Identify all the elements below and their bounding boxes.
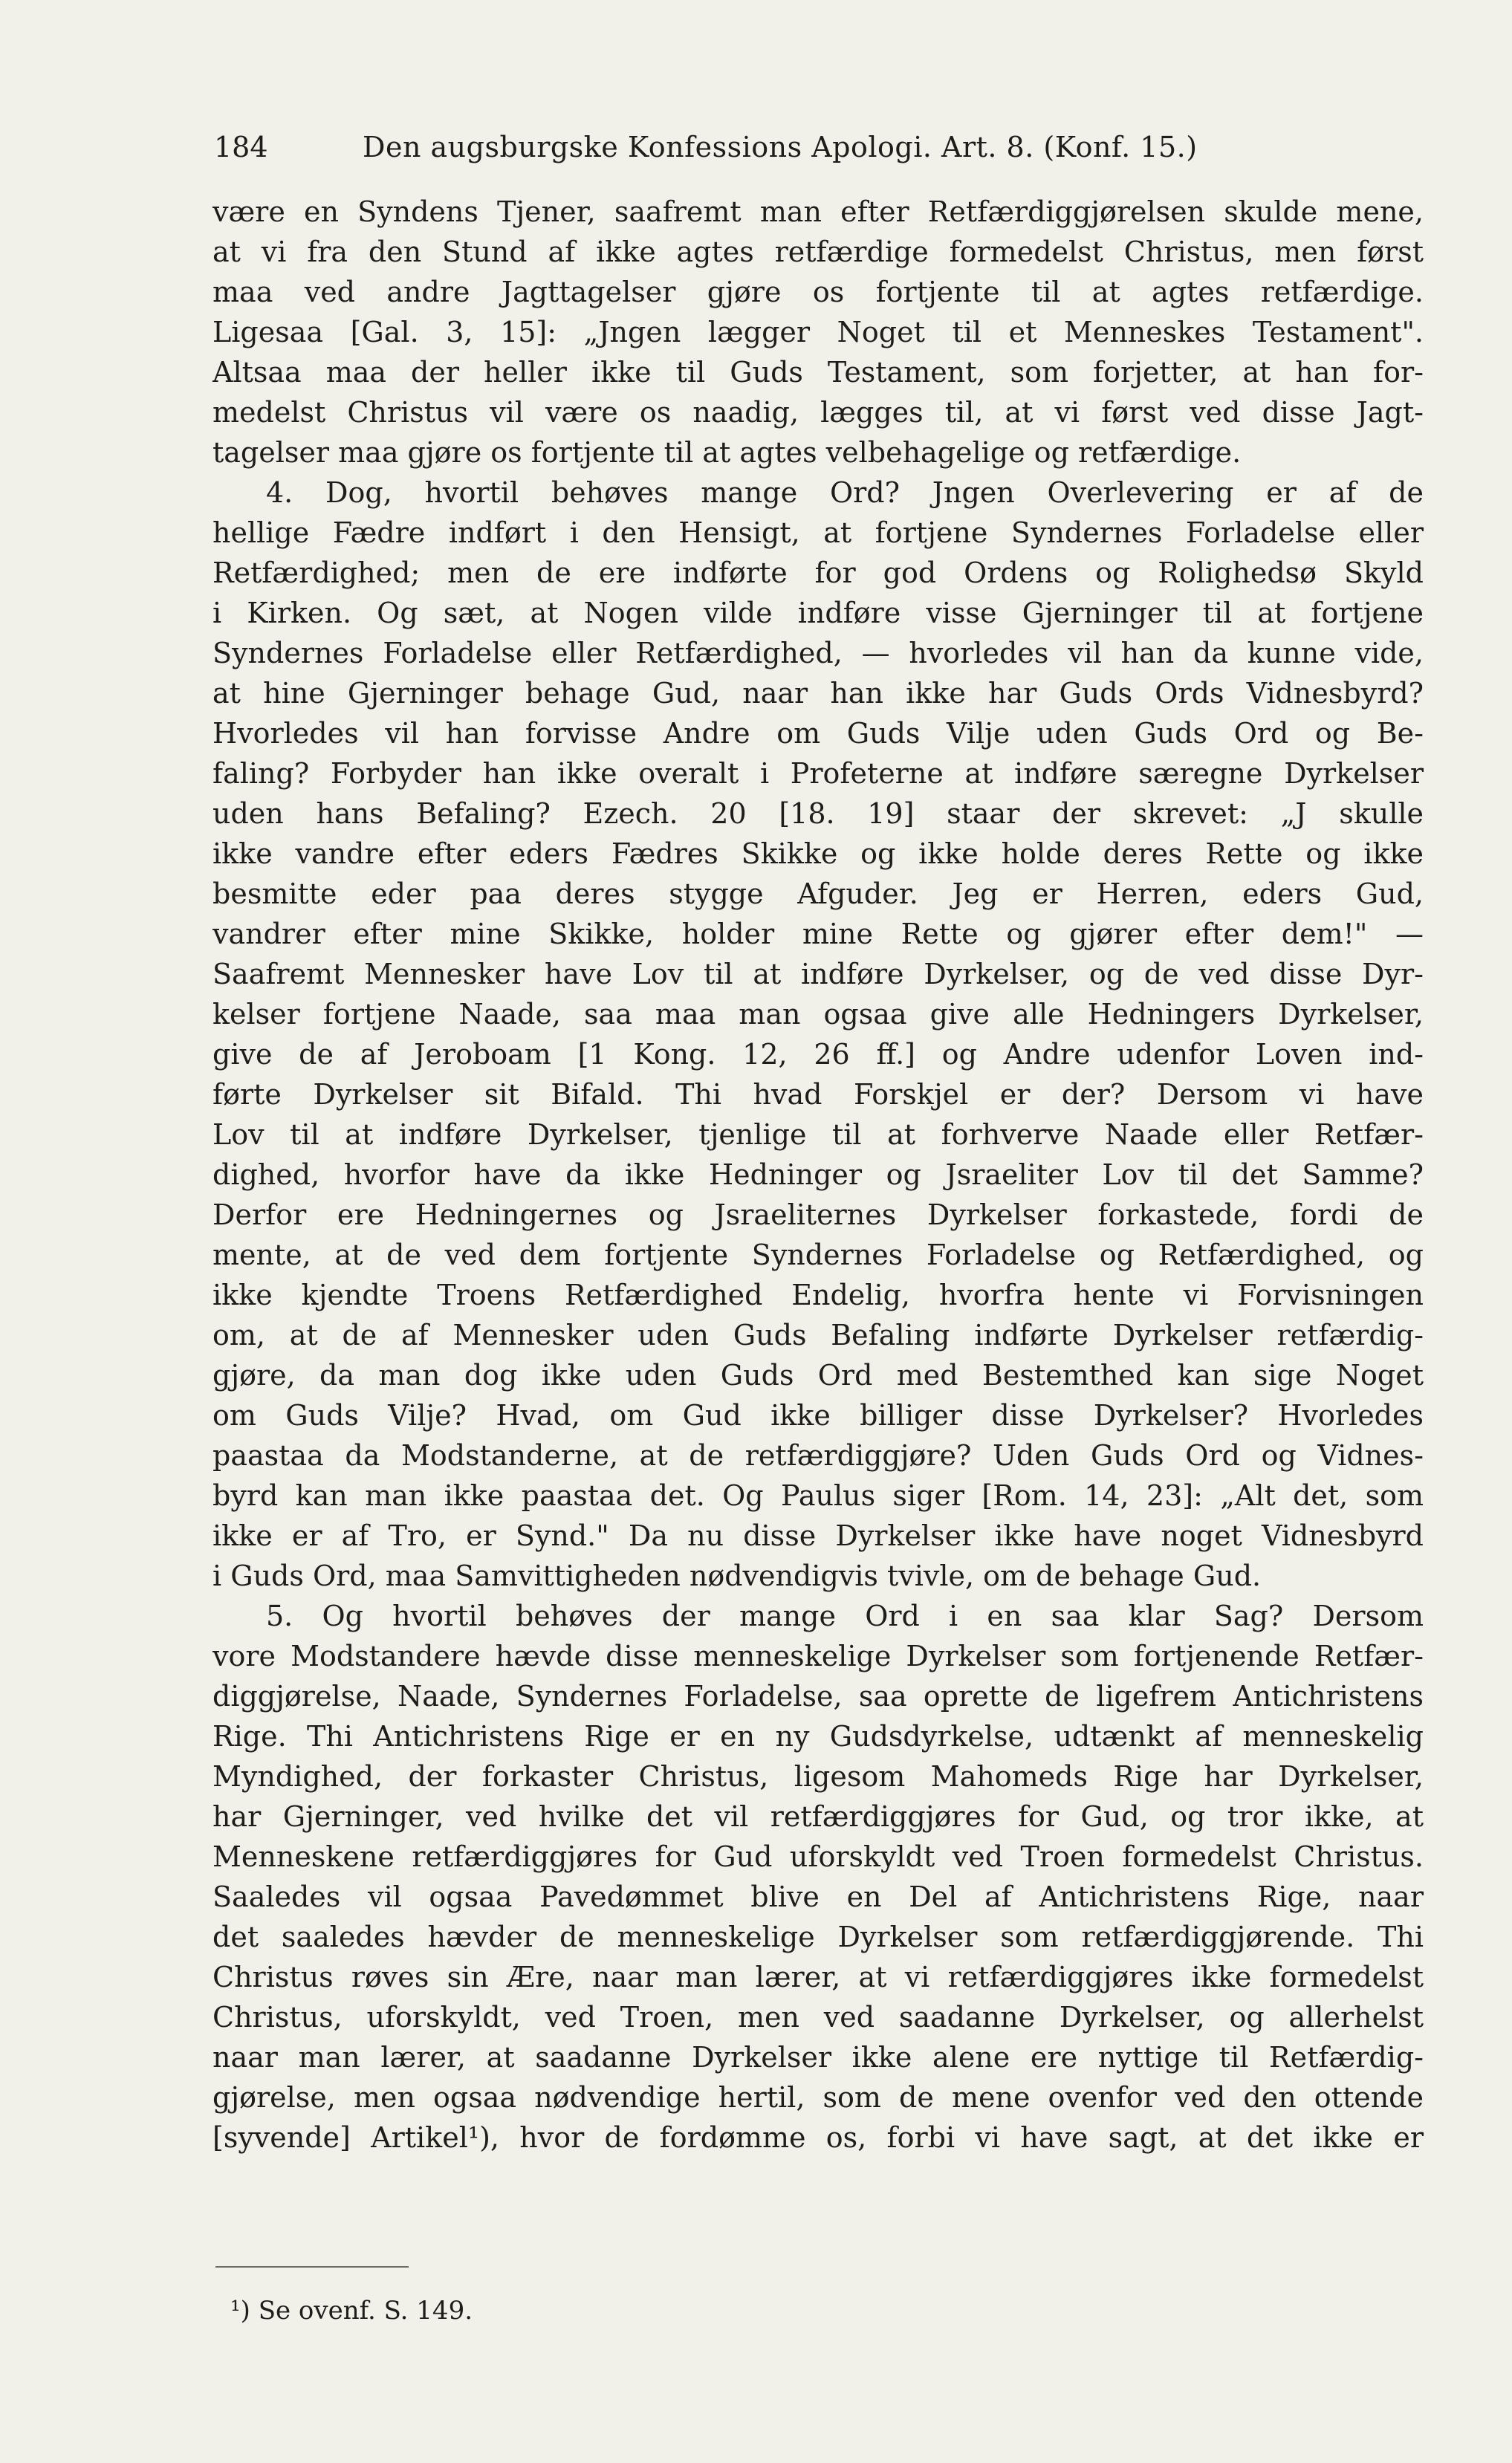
footnote: ¹) Se ovenf. S. 149. bbox=[230, 2296, 473, 2326]
text-line: ikke kjendte Troens Retfærdighed Endelig, hvorfra hente vi Forvisningen bbox=[212, 1279, 1424, 1311]
text-line: om, at de af Mennesker uden Guds Befaling indførte Dyrkelser retfærdig- bbox=[212, 1319, 1424, 1351]
text-line: at hine Gjerninger behage Gud, naar han ikke har Guds Ords Vidnesbyrd? bbox=[212, 677, 1424, 710]
text-line: Ligesaa [Gal. 3, 15]: „Jngen lægger Noget til et Menneskes Testament". bbox=[212, 316, 1424, 348]
text-line: har Gjerninger, ved hvilke det vil retfærdiggjøres for Gud, og tror ikke, at bbox=[212, 1800, 1424, 1833]
text-line: Rige. Thi Antichristens Rige er en ny Gudsdyrkelse, udtænkt af menneskelig bbox=[212, 1720, 1424, 1753]
text-line: Derfor ere Hedningernes og Jsraeliternes Dyrkelser forkastede, fordi de bbox=[212, 1198, 1424, 1231]
text-line: være en Syndens Tjener, saafremt man efter Retfærdiggjørelsen skulde mene, bbox=[212, 195, 1424, 228]
text-line: hellige Fædre indført i den Hensigt, at fortjene Syndernes Forladelse eller bbox=[212, 516, 1424, 549]
text-line: medelst Christus vil være os naadig, lægges til, at vi først ved disse Jagt- bbox=[212, 396, 1424, 429]
text-line: Hvorledes vil han forvisse Andre om Guds Vilje uden Guds Ord og Be- bbox=[212, 717, 1424, 750]
text-line: maa ved andre Jagttagelser gjøre os fortjente til at agtes retfærdige. bbox=[212, 276, 1424, 308]
text-line: kelser fortjene Naade, saa maa man ogsaa give alle Hedningers Dyrkelser, bbox=[212, 998, 1424, 1031]
text-line: Christus røves sin Ære, naar man lærer, at vi retfærdiggjøres ikke formedelst bbox=[212, 1961, 1424, 1993]
text-line: i Kirken. Og sæt, at Nogen vilde indføre visse Gjerninger til at fortjene bbox=[212, 597, 1424, 629]
text-line: give de af Jeroboam [1 Kong. 12, 26 ff.] og Andre udenfor Loven ind- bbox=[212, 1038, 1424, 1071]
paragraph-start-line: 4. Dog, hvortil behøves mange Ord? Jngen Overlevering er af de bbox=[266, 476, 1424, 509]
text-line: gjøre, da man dog ikke uden Guds Ord med Bestemthed kan sige Noget bbox=[212, 1359, 1424, 1392]
text-line: ikke er af Tro, er Synd." Da nu disse Dyrkelser ikke have noget Vidnesbyrd bbox=[212, 1519, 1424, 1552]
text-line: Menneskene retfærdiggjøres for Gud uforskyldt ved Troen formedelst Christus. bbox=[212, 1840, 1424, 1873]
text-line: førte Dyrkelser sit Bifald. Thi hvad Forskjel er der? Dersom vi have bbox=[212, 1078, 1424, 1111]
paragraph-start-line: 5. Og hvortil behøves der mange Ord i en saa klar Sag? Dersom bbox=[266, 1600, 1424, 1632]
text-line: Syndernes Forladelse eller Retfærdighed, — hvorledes vil han da kunne vide, bbox=[212, 637, 1424, 669]
text-line: besmitte eder paa deres styggе Afguder. Jeg er Herren, eders Gud, bbox=[212, 877, 1424, 910]
text-line: vandrer efter mine Skikke, holder mine Rette og gjører efter dem!" — bbox=[212, 918, 1424, 950]
text-line: gjørelse, men ogsaa nødvendige hertil, som de mene ovenfor ved den ottende bbox=[212, 2081, 1424, 2114]
text-line: diggjørelse, Naade, Syndernes Forladelse, saa oprette de ligefrem Antichristens bbox=[212, 1680, 1424, 1713]
text-line: at vi fra den Stund af ikke agtes retfærdige formedelst Christus, men først bbox=[212, 236, 1424, 268]
body-text bbox=[212, 192, 1424, 2158]
text-line: ikke vandre efter eders Fædres Skikke og ikke holde deres Rette og ikke bbox=[212, 837, 1424, 870]
text-line: [syvende] Artikel¹), hvor de fordømme os, forbi vi have sagt, at det ikke er bbox=[212, 2121, 1424, 2154]
text-line: tagelser maa gjøre os fortjente til at agtes velbehagelige og retfærdige. bbox=[212, 436, 1242, 469]
text-line: Altsaa maa der heller ikke til Guds Testament, som forjetter, at han for- bbox=[212, 356, 1424, 389]
running-head bbox=[214, 125, 1299, 169]
text-line: uden hans Befaling? Ezech. 20 [18. 19] staar der skrevet: „J skulle bbox=[212, 797, 1424, 830]
text-line: naar man lærer, at saadanne Dyrkelser ikke alene ere nyttige til Retfærdig- bbox=[212, 2041, 1424, 2074]
footnote-rule bbox=[215, 2266, 409, 2268]
text-line: paastaa da Modstanderne, at de retfærdiggjøre? Uden Guds Ord og Vidnes- bbox=[212, 1439, 1424, 1472]
text-line: mente, at de ved dem fortjente Syndernes Forladelse og Retfærdighed, og bbox=[212, 1239, 1424, 1271]
text-line: byrd kan man ikke paastaa det. Og Paulus siger [Rom. 14, 23]: „Alt det, som bbox=[212, 1479, 1424, 1512]
text-line: Retfærdighed; men de ere indførte for god Ordens og Rolighedsø Skyld bbox=[212, 556, 1424, 589]
text-line: faling? Forbyder han ikke overalt i Profeterne at indføre særegne Dyrkelser bbox=[212, 757, 1424, 790]
text-line: Lov til at indføre Dyrkelser, tjenlige til at forhverve Naade eller Retfær- bbox=[212, 1118, 1424, 1151]
text-line: dighed, hvorfor have da ikke Hedninger og Jsraeliter Lov til det Samme? bbox=[212, 1158, 1424, 1191]
text-line: Christus, uforskyldt, ved Troen, men ved saadanne Dyrkelser, og allerhelst bbox=[212, 2001, 1424, 2034]
text-line: Myndighed, der forkaster Christus, ligesom Mahomeds Rige har Dyrkelser, bbox=[212, 1760, 1424, 1793]
text-line: i Guds Ord, maa Samvittigheden nødvendigvis tvivle, om de behage Gud. bbox=[212, 1560, 1262, 1592]
text-line: vore Modstandere hævde disse menneskelige Dyrkelser som fortjenende Retfær- bbox=[212, 1640, 1424, 1672]
text-line: det saaledes hævder de menneskelige Dyrkelser som retfærdiggjørende. Thi bbox=[212, 1921, 1424, 1953]
text-line: om Guds Vilje? Hvad, om Gud ikke billiger disse Dyrkelser? Hvorledes bbox=[212, 1399, 1424, 1432]
text-line: Saafremt Mennesker have Lov til at indføre Dyrkelser, og de ved disse Dyr- bbox=[212, 958, 1424, 990]
running-title: Den augsburgske Konfessions Apologi. Art. 8. (Konf. 15.) bbox=[363, 131, 1198, 163]
page-number: 184 bbox=[214, 131, 268, 163]
text-line: Saaledes vil ogsaa Pavedømmet blive en Del af Antichristens Rige, naar bbox=[212, 1880, 1424, 1913]
